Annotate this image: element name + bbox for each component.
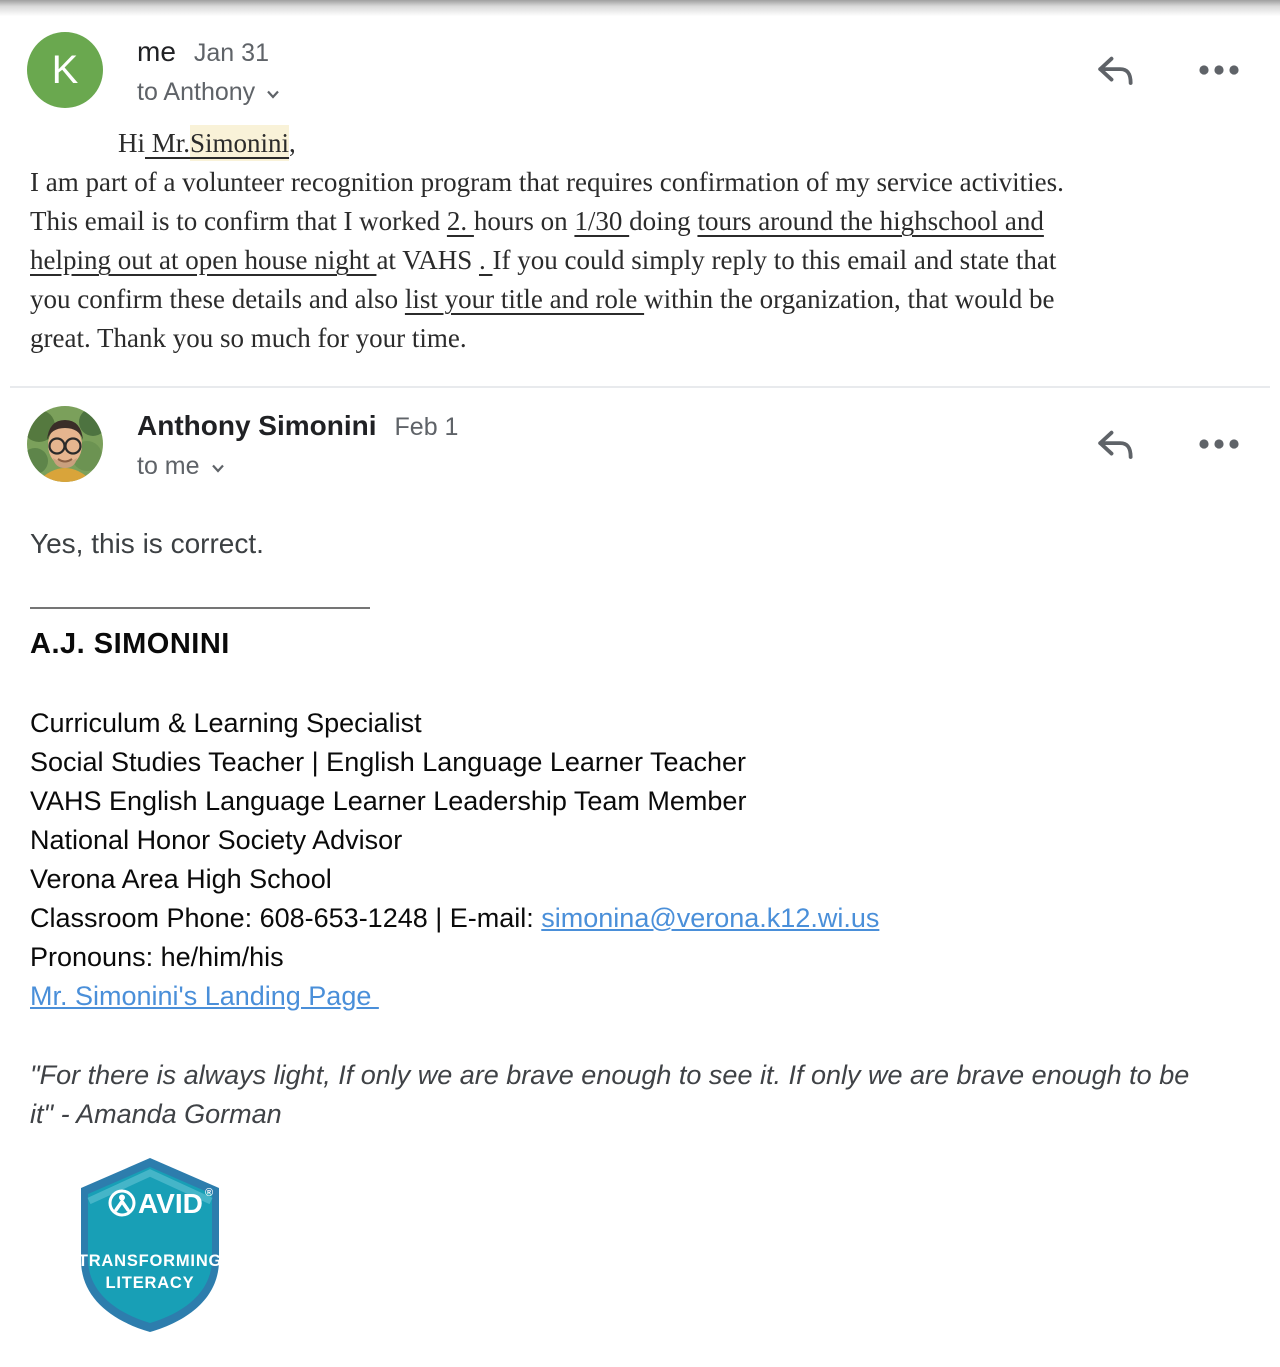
sender-photo-avatar[interactable] — [27, 406, 103, 482]
reply-button[interactable] — [1088, 44, 1142, 96]
reply-arrow-icon — [1094, 424, 1136, 464]
landing-page-link-line[interactable] — [30, 977, 1240, 1016]
hyperlink[interactable]: Mr. Simonini's Landing Page — [30, 981, 379, 1011]
chevron-down-icon — [208, 458, 228, 478]
signature-pronouns: Pronouns: he/him/his — [30, 942, 284, 972]
recipient-expander[interactable] — [137, 452, 1088, 481]
signature-role-line: National Honor Society Advisor — [30, 825, 403, 855]
profile-photo — [27, 406, 103, 482]
sender-name: me — [137, 36, 176, 67]
avid-badge — [75, 1156, 225, 1356]
reply-button[interactable] — [1088, 418, 1142, 470]
message-paragraph: I am part of a volunteer recognition program that requires confirmation of my service activities. This email is to confirm that I worked 2. hours on 1/30 doing tours around the highschool and helping out at open house night at VAHS . If you could simply reply to this email and state that you confirm these details and also list your title and role within the organization, that would be great. Thank you so much for your time. — [30, 167, 1064, 353]
avid-shield-icon — [75, 1156, 225, 1356]
message-2-body — [0, 524, 1280, 1356]
message-date: Feb 1 — [394, 413, 459, 441]
signature-quote: "For there is always light, If only we are brave enough to see it. If only we are brave enough to be it" - Amanda Gorman — [30, 1060, 1190, 1129]
greeting-line: Hi Mr.Simonini, — [118, 128, 296, 158]
message-actions — [1088, 32, 1246, 96]
hyperlink[interactable]: simonina@verona.k12.wi.us — [541, 903, 880, 933]
message-1 — [0, 0, 1280, 358]
recipient-label: to Anthony — [137, 78, 256, 106]
sender-name: Anthony Simonini — [137, 410, 377, 441]
signature-role-line: VAHS English Language Learner Leadership Team Member — [30, 786, 747, 816]
header-text — [137, 32, 1088, 107]
signature-role-line: Social Studies Teacher | English Language Learner Teacher — [30, 747, 747, 777]
signature-roles — [30, 704, 1240, 899]
message-1-body — [0, 108, 1280, 358]
message-actions — [1088, 406, 1246, 470]
more-options-button[interactable] — [1192, 58, 1246, 82]
reply-text: Yes, this is correct. — [30, 528, 264, 559]
reply-arrow-icon — [1094, 50, 1136, 90]
message-date: Jan 31 — [193, 39, 269, 67]
message-1-header — [0, 0, 1280, 108]
three-dots-menu-icon — [1198, 438, 1240, 450]
signature-role-line: Verona Area High School — [30, 864, 332, 894]
recipient-label: to me — [137, 452, 200, 480]
svg-text:TRANSFORMING: TRANSFORMING — [77, 1252, 223, 1270]
signature-role-line: Curriculum & Learning Specialist — [30, 708, 422, 738]
chevron-down-icon — [263, 84, 283, 104]
message-2 — [0, 388, 1280, 1356]
signature-name: A.J. SIMONINI — [30, 628, 230, 660]
more-options-button[interactable] — [1192, 432, 1246, 456]
three-dots-menu-icon — [1198, 64, 1240, 76]
signature-contact-line: Classroom Phone: 608-653-1248 | E-mail: simonina@verona.k12.wi.us — [30, 903, 880, 933]
sender-avatar[interactable]: K — [27, 32, 103, 108]
signature-separator — [30, 607, 370, 609]
recipient-expander[interactable] — [137, 78, 1088, 107]
header-text — [137, 406, 1088, 481]
message-2-header — [0, 388, 1280, 482]
svg-text:®: ® — [205, 1187, 214, 1199]
svg-text:LITERACY: LITERACY — [105, 1274, 195, 1292]
svg-text:AVID: AVID — [138, 1188, 203, 1219]
